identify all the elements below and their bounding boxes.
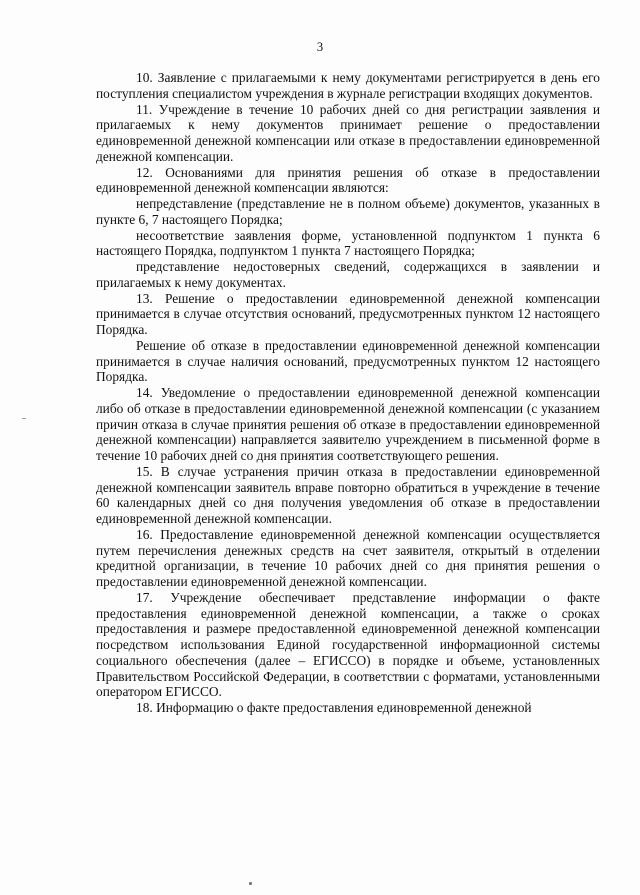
paragraph-12: 12. Основаниями для принятия решения об отказе в предоставлении единовременной денежной компенсации являются: (96, 164, 600, 196)
paragraph-13-refusal: Решение об отказе в предоставлении единовременной денежной компенсации принимается в случае наличия оснований, предусмотренных пунктом 12 настоящего Порядка. (96, 337, 600, 385)
paragraph-10: 10. Заявление с прилагаемыми к нему документами регистрируется в день его поступления специалистом учреждения в журнале регистрации входящих документов. (96, 70, 600, 101)
scan-margin-mark (22, 418, 26, 419)
paragraph-12-item-3: представление недостоверных сведений, содержащихся в заявлении и прилагаемых к нему документах. (96, 259, 600, 290)
page-number: 3 (316, 40, 324, 54)
paragraph-14: 14. Уведомление о предоставлении единовременной денежной компенсации либо об отказе в предоставлении единовременной денежной компенсации (с указанием причин отказа в случае принятия решения об отказе в предоставлении единовременной денежной компенсации) направляется заявителю учреждением в письменной форме в течение 10 рабочих дней со дня принятия соответствующего решения. (96, 385, 600, 463)
document-body (96, 70, 600, 716)
scan-speck (249, 882, 252, 885)
paragraph-16: 16. Предоставление единовременной денежной компенсации осуществляется путем перечисления денежных средств на счет заявителя, открытый в отделении кредитной организации, в течение 10 рабочих дней со дня принятия решения о предоставлении единовременной денежной компенсации. (96, 526, 600, 589)
paragraph-13: 13. Решение о предоставлении единовременной денежной компенсации принимается в случае отсутствия оснований, предусмотренных пунктом 12 настоящего Порядка. (96, 290, 600, 337)
paragraph-12-item-2: несоответствие заявления форме, установленной подпунктом 1 пункта 6 настоящего Порядка, подпунктом 1 пункта 7 настоящего Порядка; (96, 227, 600, 259)
paragraph-17: 17. Учреждение обеспечивает представление информации о факте предоставления единовременной денежной компенсации, а также о сроках предоставления и размере предоставленной единовременной денежной компенсации посредством использования Единой государственной информационной системы социального обеспечения (далее – ЕГИССО) в порядке и объеме, установленных Правительством Российской Федерации, в соответствии с форматами, установленными оператором ЕГИССО. (96, 589, 600, 700)
paragraph-11: 11. Учреждение в течение 10 рабочих дней со дня регистрации заявления и прилагаемых к нему документов принимает решение о предоставлении единовременной денежной компенсации или отказе в предоставлении единовременной денежной компенсации. (96, 101, 600, 164)
paragraph-12-item-1: непредставление (представление не в полном объеме) документов, указанных в пункте 6, 7 настоящего Порядка; (96, 196, 600, 227)
paragraph-18-start: 18. Информацию о факте предоставления единовременной денежной (136, 700, 532, 715)
paragraph-15: 15. В случае устранения причин отказа в предоставлении единовременной денежной компенсации заявитель вправе повторно обратиться в учреждение в течение 60 календарных дней со дня получения уведомления об отказе в предоставлении единовременной денежной компенсации. (96, 463, 600, 526)
